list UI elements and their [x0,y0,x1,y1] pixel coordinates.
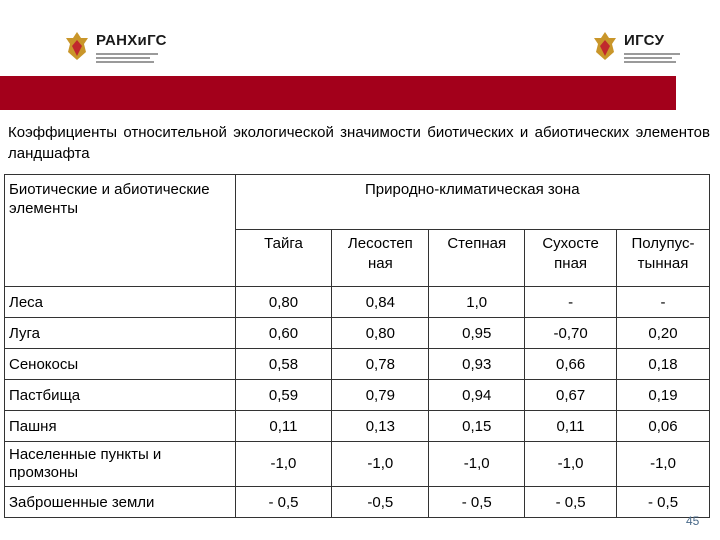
row-label: Леса [5,287,236,318]
row-label: Луга [5,318,236,349]
slide-heading: Коэффициенты относительной экологической значимости биотических и абиотических элементов ландшафта [8,124,710,162]
logo-name: РАНХиГС [96,31,167,49]
table-row [5,287,710,318]
table-row [5,411,710,442]
row-label: Населенные пункты и промзоны [5,442,236,487]
table-row [5,442,710,487]
table-cell: 0,59 [235,380,332,411]
table-cell: -1,0 [617,442,710,487]
table-cell: 0,06 [617,411,710,442]
logo-fine-print [96,51,158,63]
table-cell: - 0,5 [617,487,710,518]
row-label: Заброшенные земли [5,487,236,518]
table-cell: -1,0 [429,442,525,487]
table-row [5,349,710,380]
coefficients-table [4,174,710,518]
table-cell: 0,78 [332,349,429,380]
logo-name: ИГСУ [624,31,665,49]
table-row [5,318,710,349]
table-cell: 0,67 [525,380,617,411]
table-cell: 0,79 [332,380,429,411]
logo-fine-print [624,51,680,63]
table-cell: -0,5 [332,487,429,518]
table-row [5,487,710,518]
table-cell: - 0,5 [525,487,617,518]
table-cell: -1,0 [235,442,332,487]
table-cell: - 0,5 [235,487,332,518]
table-cell: 0,19 [617,380,710,411]
table-cell: 0,93 [429,349,525,380]
table-cell: 0,15 [429,411,525,442]
table-cell: 0,84 [332,287,429,318]
crest-icon [64,30,90,64]
header-accent-bar [0,76,676,110]
table-row [5,380,710,411]
table-cell: 0,60 [235,318,332,349]
column-header: Лесостеп ная [332,230,429,287]
row-label: Сенокосы [5,349,236,380]
table-cell: 0,13 [332,411,429,442]
crest-icon [592,30,618,64]
column-header: Полупус- тынная [617,230,710,287]
table-cell: 0,20 [617,318,710,349]
column-header: Тайга [235,230,332,287]
table-cell: - [525,287,617,318]
table-cell: -1,0 [332,442,429,487]
page-number: 45 [686,514,700,528]
table-cell: 0,11 [235,411,332,442]
column-header: Сухосте пная [525,230,617,287]
table-cell: 0,80 [235,287,332,318]
table-cell: -0,70 [525,318,617,349]
table-cell: 0,95 [429,318,525,349]
table-cell: -1,0 [525,442,617,487]
table-cell: 0,11 [525,411,617,442]
ranepa-logo [64,30,167,64]
table-cell: 0,18 [617,349,710,380]
row-label: Пастбища [5,380,236,411]
table-cell: - [617,287,710,318]
table-cell: 0,94 [429,380,525,411]
table-cell: 0,58 [235,349,332,380]
zone-group-header: Природно-климатическая зона [235,175,709,230]
table-cell: 0,66 [525,349,617,380]
table-cell: 0,80 [332,318,429,349]
igsu-logo [592,30,680,64]
column-header: Степная [429,230,525,287]
table-cell: - 0,5 [429,487,525,518]
row-label: Пашня [5,411,236,442]
corner-header: Биотические и абиотические элементы [5,175,236,287]
table-cell: 1,0 [429,287,525,318]
